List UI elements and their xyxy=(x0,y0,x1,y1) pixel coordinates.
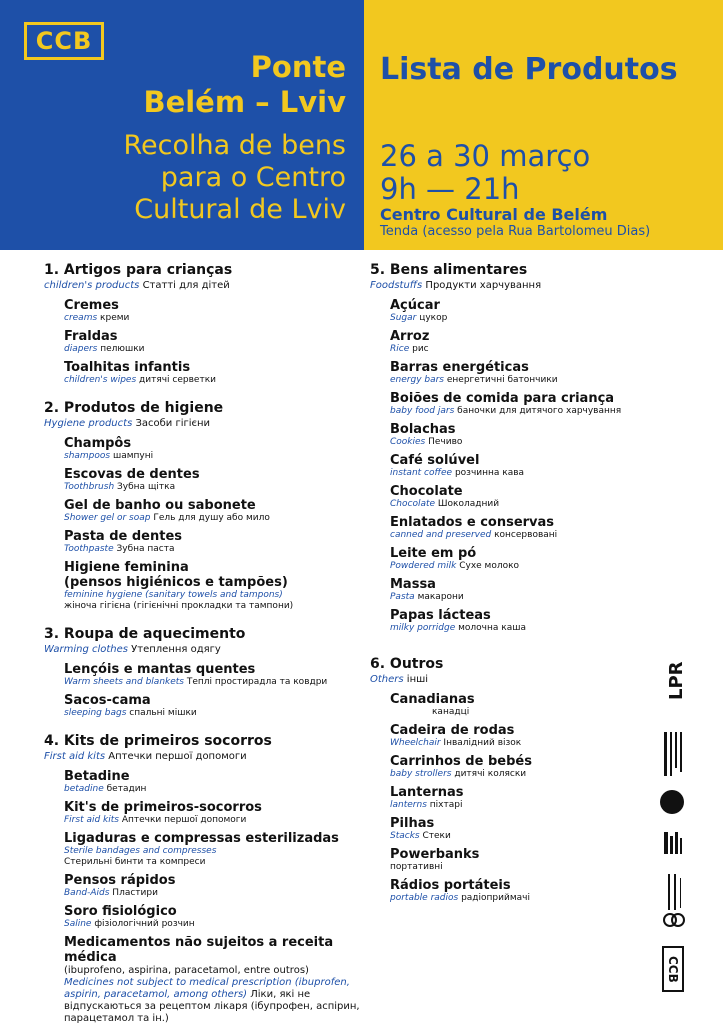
lpr-logo xyxy=(664,650,686,710)
item-translation xyxy=(390,468,650,479)
partner-logos xyxy=(656,650,692,1000)
list-item xyxy=(64,467,364,493)
section-title: 3. Roupa de aquecimento xyxy=(44,626,246,642)
item-pt: Pensos rápidos xyxy=(64,873,176,888)
item-uk: молочна каша xyxy=(458,623,526,633)
section-subtitle xyxy=(44,417,364,430)
item-uk: Ліки, які не відпускаються за рецептом лікаря (ібупрофен, аспірин, парацетамол та ін.) xyxy=(64,989,360,1023)
item-translation xyxy=(390,623,650,634)
section-uk: Статті для дітей xyxy=(142,280,230,291)
item-translation xyxy=(390,831,650,842)
lviv-cultural-centre-logo xyxy=(660,870,688,932)
section-food xyxy=(370,262,650,634)
section-uk: інші xyxy=(406,674,429,685)
event-subtitle xyxy=(123,130,346,226)
item-pt: Barras energéticas xyxy=(390,360,529,375)
item-pt: Rádios portáteis xyxy=(390,878,511,893)
item-pt: Toalhitas infantis xyxy=(64,360,191,375)
list-item xyxy=(64,662,364,688)
item-en: Powdered milk xyxy=(390,561,457,571)
item-en: Stacks xyxy=(390,831,420,841)
item-en: lanterns xyxy=(390,800,427,810)
item-translation xyxy=(64,677,364,688)
item-pt: Medicamentos não sujeitos a receita médica xyxy=(64,935,334,965)
item-translation xyxy=(64,344,364,355)
item-pt: Canadianas xyxy=(390,692,475,707)
item-pt: Arroz xyxy=(390,329,430,344)
section-en: Others xyxy=(370,674,404,685)
item-en: betadine xyxy=(64,784,104,794)
item-list xyxy=(390,692,650,904)
list-item xyxy=(390,484,650,510)
section-uk: Утеплення одягу xyxy=(131,644,221,655)
list-item xyxy=(64,935,364,1023)
item-pt: Lanternas xyxy=(390,785,464,800)
header-yellow-panel xyxy=(364,0,723,250)
item-en: children's wipes xyxy=(64,375,137,385)
item-list xyxy=(64,298,364,386)
list-item xyxy=(390,453,650,479)
item-en: Cookies xyxy=(390,437,426,447)
item-translation xyxy=(64,846,364,868)
item-uk: Стерильні бинти та компреси xyxy=(64,857,206,867)
item-en: Band-Aids xyxy=(64,888,110,898)
item-uk: канадці xyxy=(432,707,470,717)
section-uk: Аптечки першої допомоги xyxy=(108,751,247,762)
item-pt: Gel de banho ou sabonete xyxy=(64,498,256,513)
item-pt: Pilhas xyxy=(390,816,435,831)
item-translation xyxy=(390,800,650,811)
item-list xyxy=(64,662,364,719)
ccb-logo-small-text: CCB xyxy=(666,956,680,983)
item-pt: Boiões de comida para criança xyxy=(390,391,615,406)
item-uk: піхтарі xyxy=(429,800,463,810)
item-uk: Пластири xyxy=(112,888,158,898)
header-blue-panel xyxy=(0,0,364,250)
ccb-logo-small xyxy=(662,946,684,992)
item-translation xyxy=(390,406,650,417)
list-item xyxy=(390,515,650,541)
item-uk: баночки для дитячого харчування xyxy=(457,406,622,416)
list-item xyxy=(390,577,650,603)
item-uk: Стеки xyxy=(422,831,451,841)
item-uk: Зубна щітка xyxy=(117,482,176,492)
list-item xyxy=(64,693,364,719)
event-dates xyxy=(380,140,590,206)
item-uk: пелюшки xyxy=(100,344,145,354)
list-item xyxy=(64,329,364,355)
section-en: Hygiene products xyxy=(44,418,133,429)
list-item xyxy=(390,546,650,572)
item-pt: Pasta de dentes xyxy=(64,529,182,544)
item-list xyxy=(64,769,364,1023)
item-translation xyxy=(390,437,650,448)
item-en: diapers xyxy=(64,344,98,354)
list-item xyxy=(390,754,650,780)
item-pt: Cadeira de rodas xyxy=(390,723,515,738)
list-item xyxy=(64,560,364,612)
left-column xyxy=(44,262,364,1023)
venue-name: Centro Cultural de Belém xyxy=(380,205,608,224)
item-uk: цукор xyxy=(419,313,448,323)
ukraine-house-logo xyxy=(662,828,684,858)
list-item xyxy=(390,360,650,386)
item-uk: портативні xyxy=(390,862,443,872)
list-item xyxy=(64,298,364,324)
item-en: creams xyxy=(64,313,98,323)
list-item xyxy=(390,329,650,355)
dates-text: 26 a 30 março xyxy=(380,139,591,173)
item-translation xyxy=(64,977,364,1023)
item-uk: Інвалідний візок xyxy=(443,738,522,748)
section-subtitle xyxy=(370,673,650,686)
item-en: milky porridge xyxy=(390,623,456,633)
list-item xyxy=(390,422,650,448)
item-en: Toothpaste xyxy=(64,544,114,554)
item-pt: Ligaduras e compressas esterilizadas xyxy=(64,831,339,846)
item-en: Saline xyxy=(64,919,92,929)
item-uk: рис xyxy=(412,344,429,354)
list-item xyxy=(390,391,650,417)
item-en: Sugar xyxy=(390,313,417,323)
list-item xyxy=(390,816,650,842)
list-item xyxy=(64,904,364,930)
list-item xyxy=(390,608,650,634)
subtitle-line3: Cultural de Lviv xyxy=(134,194,346,225)
item-translation xyxy=(390,893,650,904)
section-en: First aid kits xyxy=(44,751,106,762)
section-children xyxy=(44,262,364,386)
item-translation xyxy=(390,707,650,718)
item-pt: Leite em pó xyxy=(390,546,477,561)
item-translation xyxy=(64,544,364,555)
list-item xyxy=(64,873,364,899)
item-pt: Cremes xyxy=(64,298,119,313)
item-pt: Sacos-cama xyxy=(64,693,151,708)
item-uk: спальні мішки xyxy=(129,708,197,718)
item-en: Shower gel or soap xyxy=(64,513,151,523)
item-pt: Café solúvel xyxy=(390,453,480,468)
item-en: Rice xyxy=(390,344,410,354)
item-uk: дитячі коляски xyxy=(454,769,527,779)
item-translation xyxy=(390,344,650,355)
item-en: Chocolate xyxy=(390,499,436,509)
item-translation xyxy=(390,738,650,749)
list-item xyxy=(390,847,650,873)
item-en: instant coffee xyxy=(390,468,453,478)
item-list xyxy=(390,298,650,634)
section-uk: Засоби гігієни xyxy=(135,418,211,429)
item-uk: радіоприймачі xyxy=(461,893,530,903)
list-item xyxy=(390,298,650,324)
item-en: Warm sheets and blankets xyxy=(64,677,184,687)
item-translation xyxy=(390,592,650,603)
item-pt: Enlatados e conservas xyxy=(390,515,555,530)
item-en: Wheelchair xyxy=(390,738,441,748)
item-pt: Champôs xyxy=(64,436,132,451)
item-pt: Fraldas xyxy=(64,329,118,344)
list-item xyxy=(64,769,364,795)
section-subtitle xyxy=(44,750,364,763)
item-translation xyxy=(64,375,364,386)
item-pt: Escovas de dentes xyxy=(64,467,200,482)
item-uk: жіноча гігієна (гігієнічні прокладки та тампони) xyxy=(64,601,294,611)
item-uk: шампуні xyxy=(112,451,154,461)
item-translation xyxy=(390,499,650,510)
item-en: canned and preserved xyxy=(390,530,492,540)
section-hygiene xyxy=(44,400,364,612)
item-uk: Гель для душу або мило xyxy=(153,513,270,523)
list-item xyxy=(64,800,364,826)
item-translation xyxy=(390,862,650,873)
item-en: feminine hygiene (sanitary towels and tampons) xyxy=(64,590,283,600)
item-pt: Bolachas xyxy=(390,422,456,437)
item-translation xyxy=(64,708,364,719)
header xyxy=(0,0,723,250)
section-en: Warming clothes xyxy=(44,644,128,655)
item-translation xyxy=(390,313,650,324)
section-title: 6. Outros xyxy=(370,656,444,672)
item-pt: Massa xyxy=(390,577,436,592)
subtitle-line2: para o Centro xyxy=(160,162,346,193)
item-pt: Kit's de primeiros-socorros xyxy=(64,800,262,815)
list-item xyxy=(64,831,364,868)
item-uk: Теплі простирадла та ковдри xyxy=(186,677,328,687)
item-en: baby food jars xyxy=(390,406,455,416)
item-en: energy bars xyxy=(390,375,444,385)
item-uk: Печиво xyxy=(428,437,463,447)
item-translation xyxy=(390,530,650,541)
section-subtitle xyxy=(44,643,364,656)
item-en: portable radios xyxy=(390,893,459,903)
item-translation xyxy=(64,888,364,899)
item-translation xyxy=(390,375,650,386)
item-translation xyxy=(64,482,364,493)
item-uk: розчинна кава xyxy=(454,468,525,478)
item-translation xyxy=(64,919,364,930)
list-item xyxy=(64,360,364,386)
section-subtitle xyxy=(370,279,650,292)
item-translation xyxy=(390,769,650,780)
item-pt: Açúcar xyxy=(390,298,440,313)
section-en: children's products xyxy=(44,280,140,291)
venue-access: Tenda (acesso pela Rua Bartolomeu Dias) xyxy=(380,224,651,239)
item-translation xyxy=(64,451,364,462)
item-pt: Papas lácteas xyxy=(390,608,491,623)
item-list xyxy=(64,436,364,612)
subtitle-line1: Recolha de bens xyxy=(123,130,346,161)
list-item xyxy=(390,878,650,904)
item-en: Medicines not subject to medical prescription (ibuprofen, aspirin, paracetamol, among others) xyxy=(64,977,350,1000)
item-translation xyxy=(64,313,364,324)
list-title: Lista de Produtos xyxy=(380,52,678,87)
item-uk: Шоколадний xyxy=(437,499,500,509)
item-translation xyxy=(64,784,364,795)
item-pt: Betadine xyxy=(64,769,130,784)
item-translation xyxy=(390,561,650,572)
item-pt: Lençóis e mantas quentes xyxy=(64,662,256,677)
item-uk: Сухе молоко xyxy=(459,561,520,571)
item-en: First aid kits xyxy=(64,815,119,825)
item-uk: Зубна паста xyxy=(116,544,175,554)
list-item xyxy=(64,498,364,524)
item-pt: Chocolate xyxy=(390,484,463,499)
list-item xyxy=(390,692,650,718)
item-en: shampoos xyxy=(64,451,111,461)
title-line1: Ponte xyxy=(250,50,346,84)
item-uk: дитячі серветки xyxy=(139,375,216,385)
item-uk: креми xyxy=(100,313,130,323)
item-pt: Soro fisiológico xyxy=(64,904,177,919)
item-en: Sterile bandages and compresses xyxy=(64,846,217,856)
item-translation xyxy=(64,815,364,826)
item-translation xyxy=(64,590,364,612)
title-line2: Belém – Lviv xyxy=(143,85,346,119)
list-item xyxy=(64,529,364,555)
partner-emblem-icon xyxy=(660,790,684,814)
item-pt: Powerbanks xyxy=(390,847,480,862)
section-warm-clothes xyxy=(44,626,364,719)
item-en: sleeping bags xyxy=(64,708,127,718)
item-pt-detail: (ibuprofeno, aspirina, paracetamol, entre outros) xyxy=(64,965,309,976)
item-translation xyxy=(64,513,364,524)
item-pt: Higiene feminina xyxy=(64,560,189,575)
list-item xyxy=(64,436,364,462)
item-uk: енергетичні батончики xyxy=(446,375,558,385)
section-title: 2. Produtos de higiene xyxy=(44,400,224,416)
list-item xyxy=(390,723,650,749)
association-logo xyxy=(660,728,688,780)
list-item xyxy=(390,785,650,811)
item-uk: бетадин xyxy=(106,784,147,794)
item-uk: Аптечки першої допомоги xyxy=(121,815,247,825)
section-title: 1. Artigos para crianças xyxy=(44,262,233,278)
item-uk: фізіологічний розчин xyxy=(94,919,195,929)
event-title xyxy=(143,50,346,120)
right-column xyxy=(370,262,650,918)
section-uk: Продукти харчування xyxy=(425,280,542,291)
item-uk: макарони xyxy=(417,592,464,602)
item-en: Pasta xyxy=(390,592,415,602)
section-title: 5. Bens alimentares xyxy=(370,262,528,278)
lpr-logo-text: LPR xyxy=(666,661,687,700)
ccb-logo: CCB xyxy=(24,22,104,60)
item-pt: Carrinhos de bebés xyxy=(390,754,532,769)
section-first-aid xyxy=(44,733,364,1023)
item-en: Toothbrush xyxy=(64,482,115,492)
item-en: baby strollers xyxy=(390,769,452,779)
item-uk: консервовані xyxy=(494,530,558,540)
hours-text: 9h — 21h xyxy=(380,172,520,206)
section-subtitle xyxy=(44,279,364,292)
section-title: 4. Kits de primeiros socorros xyxy=(44,733,272,749)
section-en: Foodstuffs xyxy=(370,280,423,291)
section-others xyxy=(370,656,650,904)
item-pt-detail: (pensos higiénicos e tampões) xyxy=(64,575,288,590)
